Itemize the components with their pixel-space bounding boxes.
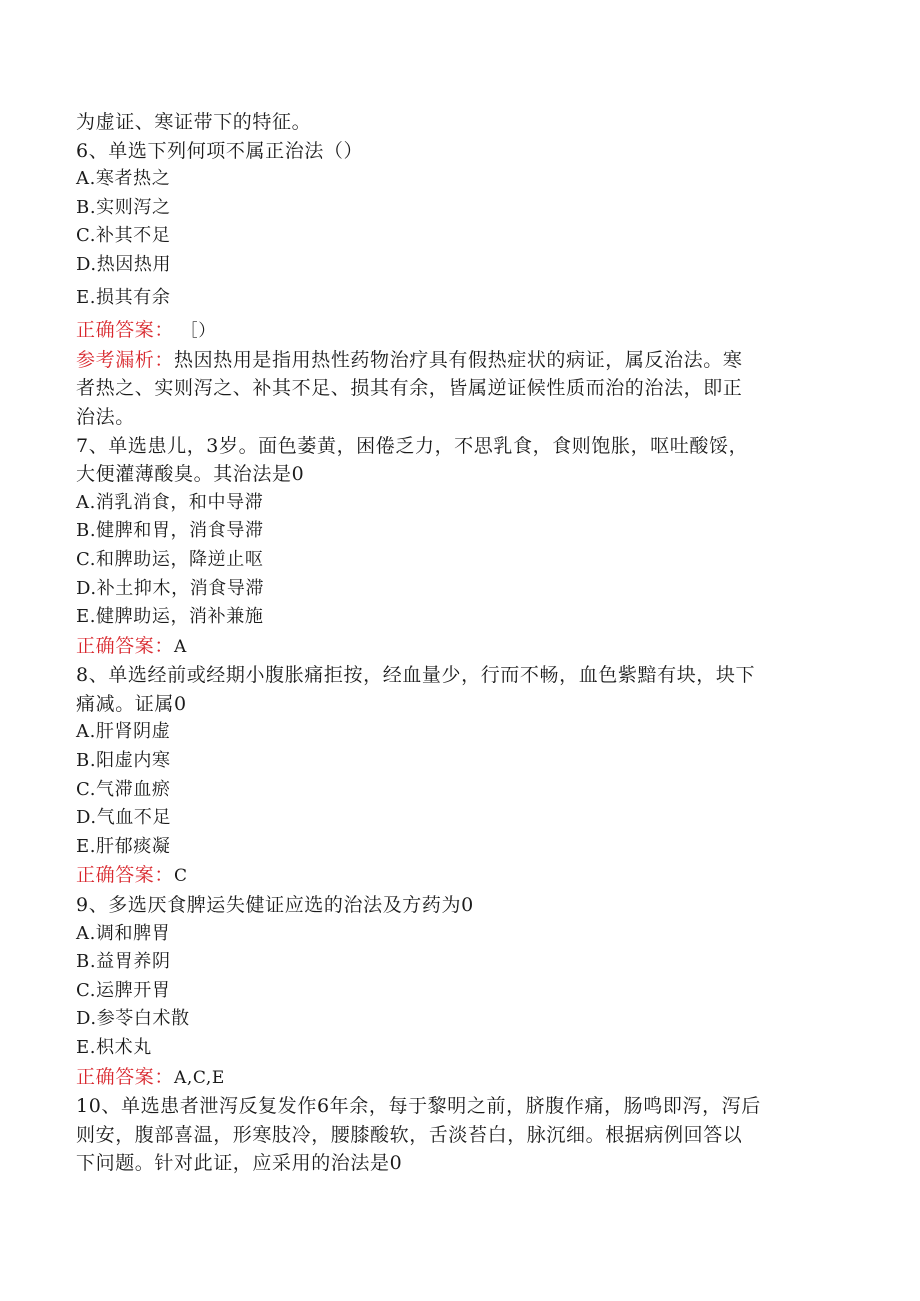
option-e: E.损其有余 (76, 286, 171, 308)
option-c: C.运脾开胃 (76, 979, 171, 1001)
question-stem-line-3: 下问题。针对此证，应采用的治法是0 (76, 1152, 403, 1175)
question-8 (76, 661, 836, 891)
option-a: A.肝肾阴虚 (76, 721, 171, 743)
option-a: A.寒者热之 (76, 168, 171, 190)
option-d: D.气血不足 (76, 807, 172, 829)
answer-value: A (174, 636, 187, 657)
answer-label: 正确答案： (76, 1065, 175, 1088)
option-b: B.健脾和胃，消食导滞 (76, 520, 264, 542)
option-e: E.健脾助运，消补兼施 (76, 606, 264, 628)
question-stem-line-2: 则安，腹部喜温，形寒肢冷，腰膝酸软，舌淡苔白，脉沉细。根据病例回答以 (76, 1123, 743, 1146)
option-e: E.枳术丸 (76, 1037, 152, 1058)
question-stem-line-1: 8、单选经前或经期小腹胀痛拒按，经血量少，行而不畅，血色紫黯有块，块下 (76, 664, 756, 687)
question-stem: 9、多选厌食脾运失健证应选的治法及方药为0 (76, 894, 474, 917)
analysis-line-1 (76, 346, 836, 375)
answer-line (76, 316, 836, 346)
answer-value: ［） (180, 321, 216, 342)
option-d: D.参苓白术散 (76, 1008, 190, 1030)
analysis-text: 热因热用是指用热性药物治疗具有假热症状的病证，属反治法。寒 (174, 348, 743, 371)
option-e: E.肝郁痰凝 (76, 835, 171, 857)
option-c: C.和脾助运，降逆止呕 (76, 548, 264, 570)
question-6 (76, 137, 836, 432)
document-page (76, 108, 836, 1178)
option-b: B.实则泻之 (76, 196, 171, 218)
question-10 (76, 1092, 836, 1178)
option-b: B.阳虚内寒 (76, 750, 171, 772)
option-c: C.气滞血瘀 (76, 778, 171, 800)
option-d: D.热因热用 (76, 253, 172, 275)
answer-line (76, 632, 836, 662)
answer-label: 正确答案： (76, 864, 175, 887)
answer-label: 正确答案： (76, 319, 175, 342)
analysis-line-3: 治法。 (76, 405, 135, 428)
option-b: B.益胃养阴 (76, 951, 171, 973)
intro-tail-text: 为虚证、寒证带下的特征。 (76, 111, 312, 133)
question-stem: 6、单选下列何项不属正治法（） (76, 139, 364, 162)
analysis-line-2: 者热之、实则泻之、补其不足、损其有余，皆属逆证候性质而治的治法，即正 (76, 377, 743, 400)
option-d: D.补土抑木，消食导滞 (76, 577, 265, 599)
answer-value: A,C,E (174, 1067, 225, 1088)
option-a: A.调和脾胃 (76, 922, 171, 944)
question-stem-line-2: 痛减。证属0 (76, 692, 187, 715)
option-a: A.消乳消食，和中导滞 (76, 491, 264, 513)
option-c: C.补其不足 (76, 225, 171, 247)
answer-value: C (174, 866, 188, 887)
answer-line (76, 861, 836, 891)
question-stem-line-2: 大便灌薄酸臭。其治法是0 (76, 463, 305, 486)
question-stem-line-1: 10、单选患者泄泻反复发作6年余，每于黎明之前，脐腹作痛，肠鸣即泻，泻后 (76, 1095, 761, 1118)
answer-label: 正确答案： (76, 634, 175, 657)
question-9 (76, 891, 836, 1092)
answer-line (76, 1063, 836, 1093)
analysis-label: 参考漏析： (76, 348, 175, 371)
question-stem-line-1: 7、单选患儿，3岁。面色萎黄，困倦乏力，不思乳食，食则饱胀，呕吐酸馁， (76, 434, 749, 457)
question-7 (76, 432, 836, 662)
